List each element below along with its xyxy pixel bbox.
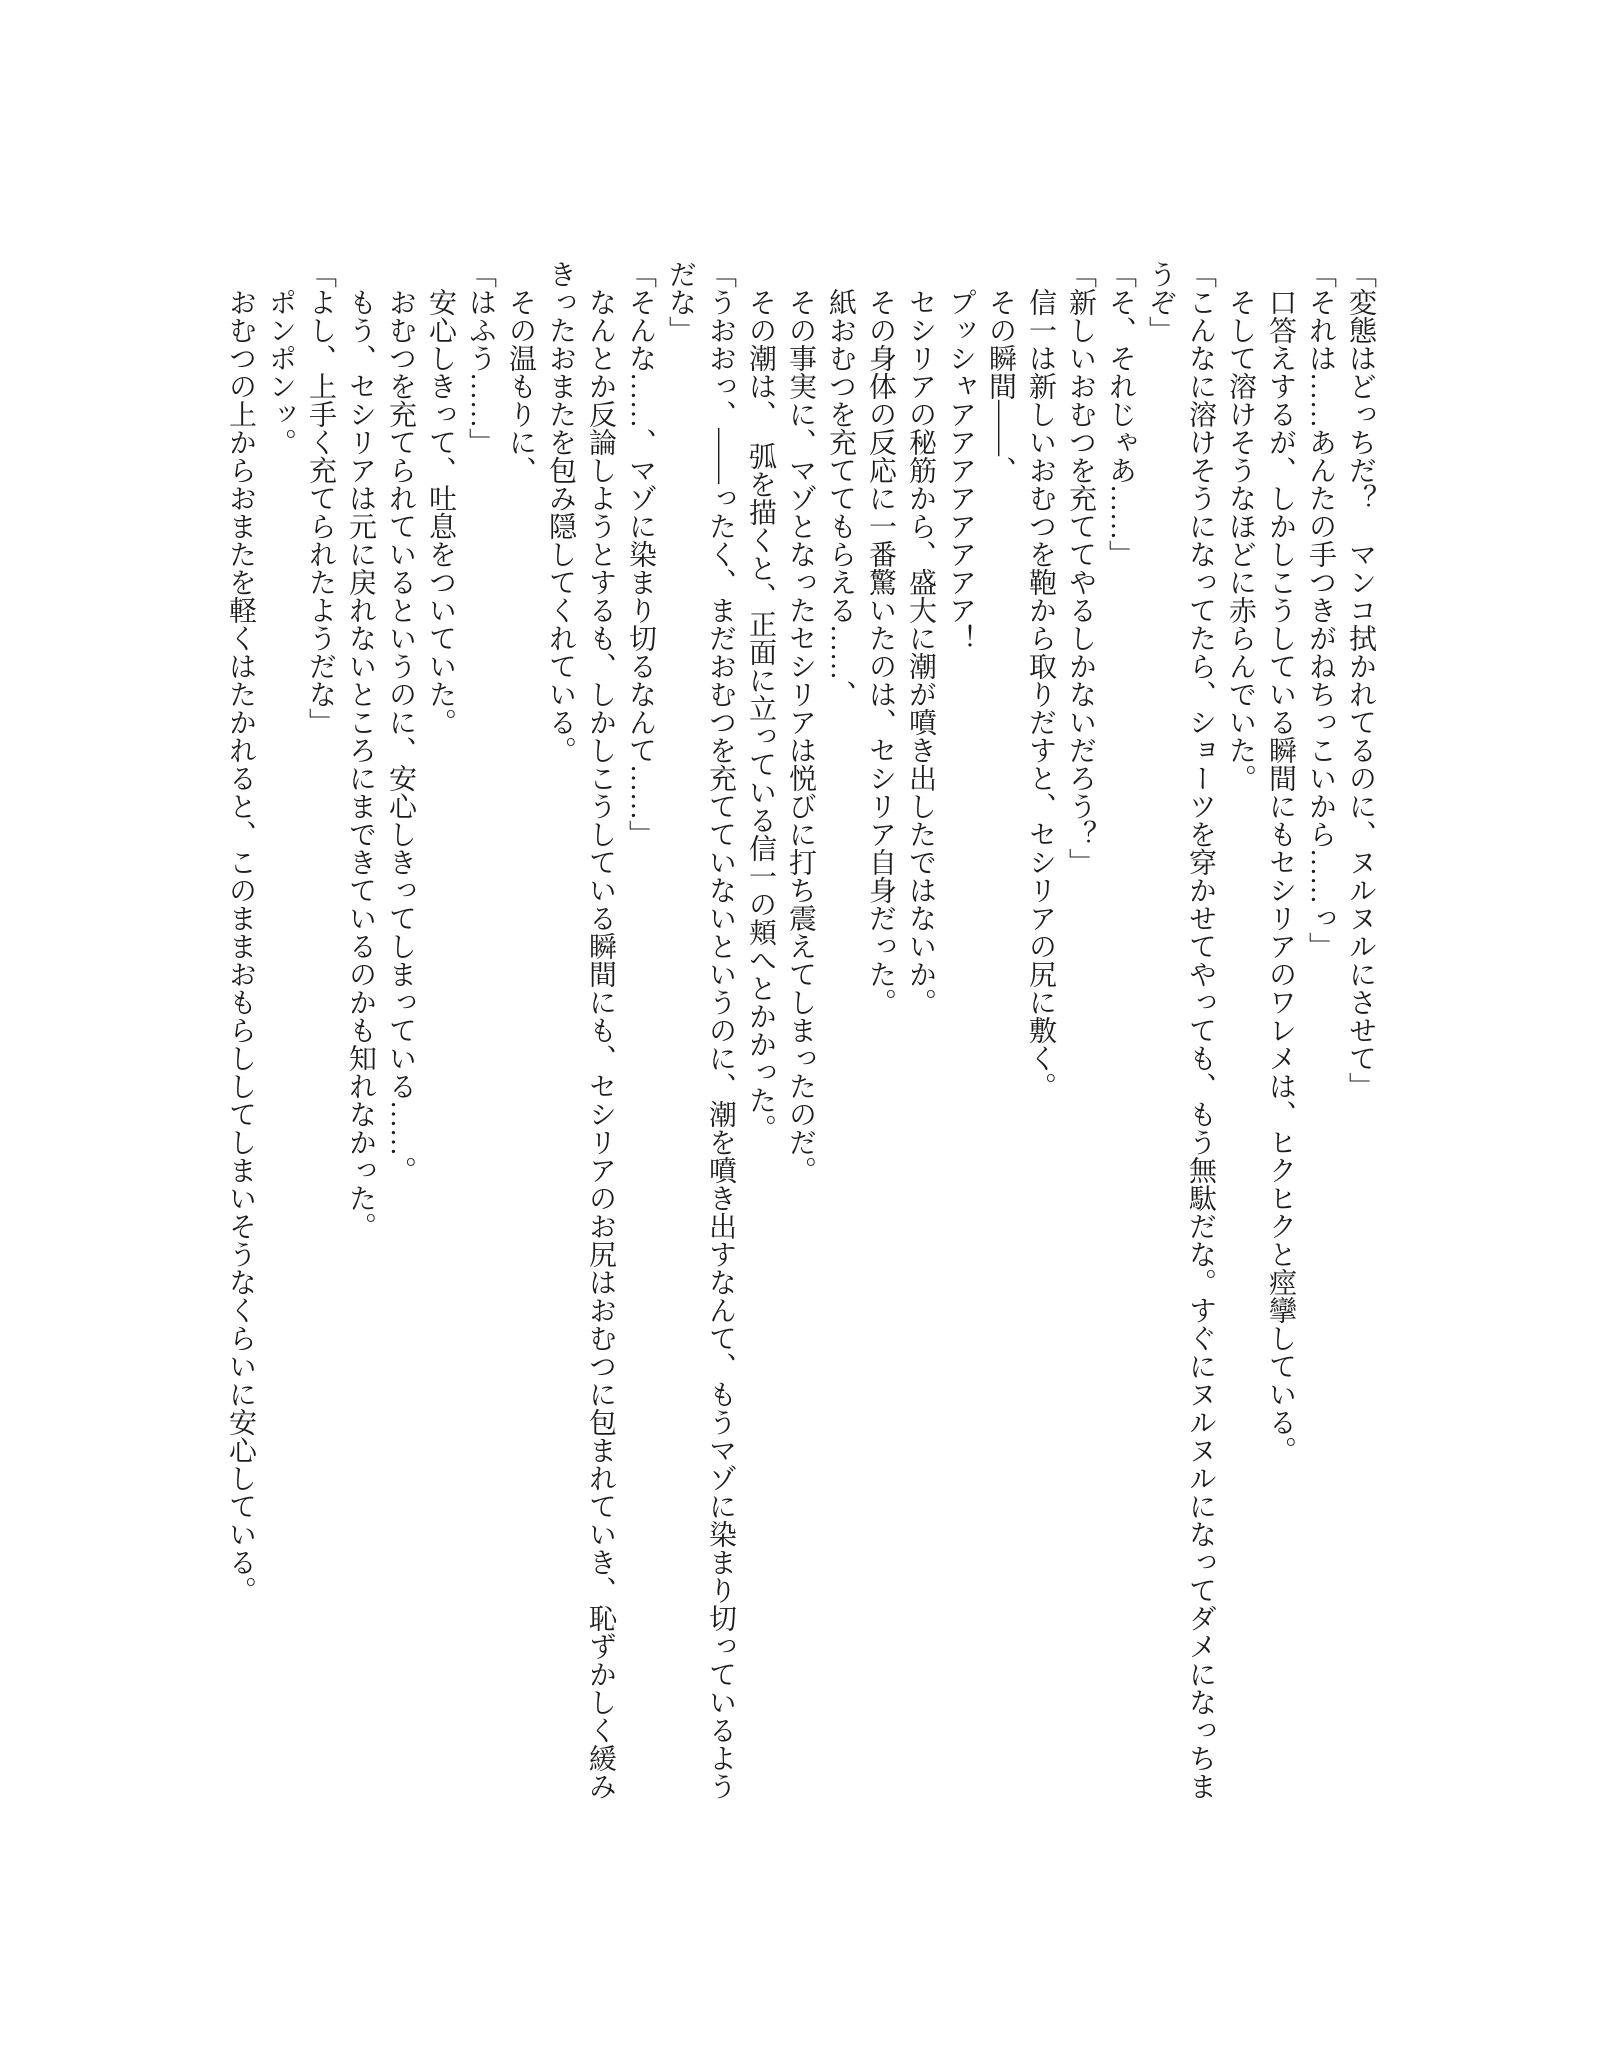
text-line-16: 「うおおっ、――ったく、まだおむつを充てていないというのに、潮を噴き出すなんて、もうマゾに染まり切っているようだな」 [665, 260, 736, 1800]
text-line-23: もう、セシリアは元に戻れないところにまできているのかも知れなかった。 [345, 288, 376, 1240]
text-line-22: おむつを充てられているというのに、安心しきってしまっている……。 [385, 288, 416, 1184]
text-line-8: 信一は新しいおむつを鞄から取りだすと、セシリアの尻に敷く。 [1025, 288, 1056, 1100]
text-area [220, 260, 1380, 1814]
text-line-7: 「新しいおむつを充ててやるしかないだろう？」 [1065, 260, 1096, 876]
text-line-17: 「そんな……、マゾに染まり切るなんて……」 [625, 260, 656, 848]
text-line-10: プッシャアアアアアアアア！ [945, 288, 976, 652]
text-line-25: ポンポンッ。 [265, 288, 296, 456]
text-line-18: なんとか反論しようとするも、しかしこうしている瞬間にも、セシリアのお尻はおむつに包まれていき、恥ずかしく緩みきったおまたを包み隠してくれている。 [545, 260, 616, 1800]
text-line-11: セシリアの秘筋から、盛大に潮が噴き出したではないか。 [905, 288, 936, 1016]
text-line-1: 「変態はどっちだ？ マンコ拭かれてるのに、ヌルヌルにさせて」 [1345, 260, 1376, 1100]
text-line-4: そして溶けそうなほどに赤らんでいた。 [1225, 288, 1256, 792]
text-line-9: その瞬間――、 [985, 288, 1016, 484]
text-line-13: 紙おむつを充ててもらえる……、 [825, 288, 856, 708]
text-line-21: 安心しきって、吐息をついていた。 [425, 288, 456, 736]
text-line-2: 「それは……あんたの手つきがねちっこいから……っ」 [1305, 260, 1336, 960]
text-line-3: 口答えするが、しかしこうしている瞬間にもセシリアのワレメは、ヒクヒクと痙攣している。 [1265, 288, 1296, 1464]
text-line-20: 「はふう……」 [465, 260, 496, 456]
text-line-24: 「よし、上手く充てられたようだな」 [305, 260, 336, 736]
text-line-14: その事実に、マゾとなったセシリアは悦びに打ち震えてしまったのだ。 [785, 288, 816, 1184]
text-line-6: 「そ、それじゃあ……」 [1105, 260, 1136, 568]
text-line-26: おむつの上からおまたを軽くはたかれると、このままおもらししてしまいそうなくらいに安心している。 [225, 288, 256, 1604]
text-line-5: 「こんなに溶けそうになってたら、ショーツを穿かせてやっても、もう無駄だな。すぐにヌルヌルになってダメになっちまうぞ」 [1145, 260, 1216, 1800]
text-line-15: その潮は、 弧を描くと、正面に立っている信一の頬へとかかった。 [745, 288, 776, 1142]
text-line-12: その身体の反応に一番驚いたのは、セシリア自身だった。 [865, 288, 896, 1016]
text-line-19: その温もりに、 [505, 288, 536, 484]
